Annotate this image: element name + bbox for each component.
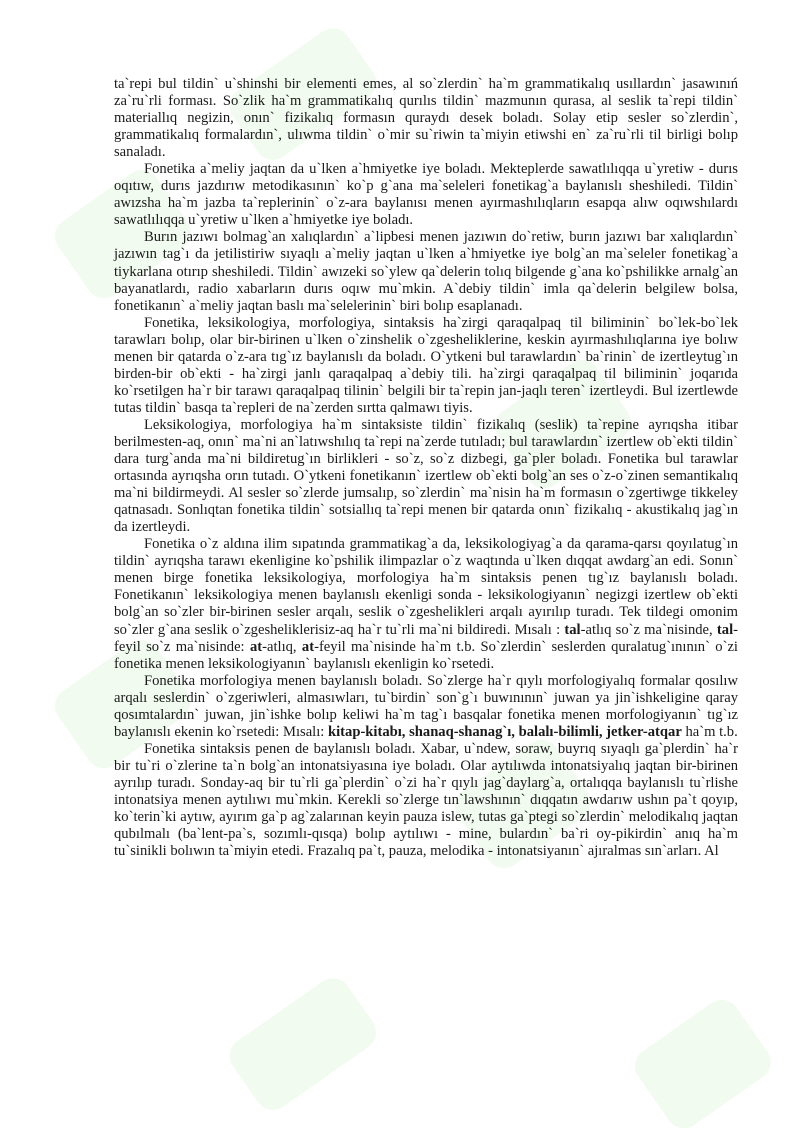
paragraph-2-text: Fonetika a`meliy jaqtan da u`lken a`hmiyetke iye boladı. Mekteplerde sawatlılıqqa u`yretiw - durıs oqıtıw, durıs jazdırıw metodikasının` ko`p g`ana ma`seleleri fonetikag`a baylanıslı sheshiledi. Tildin` awızsha ha`m jazba ta`replerinin` o`z-ara baylanısı menen ayırmashılıqların esapqa alıw oqıwshılardı sawatlılıqqa u`yretiw u`lken a`hmiyetke iye boladı. — [114, 161, 738, 229]
example-gloss: -atlıq so`z ma`nisinde, — [580, 621, 717, 638]
paragraph-3 — [114, 229, 738, 314]
paragraph-4 — [114, 315, 738, 417]
example-word: tal — [564, 621, 581, 638]
example-gloss: -feyil ma`nisinde ha`m t.b. So`zlerdin` seslerden quralatug`ınının` o`zi fonetika menen leksikologiyanın` baylanıslı ekenligin ko`rsetedi. — [114, 638, 738, 672]
paragraph-5-text: Leksikologiya, morfologiya ha`m sintaksiste tildin` fizikalıq (seslik) ta`repine ayrıqsha itibar berilmesten-aq, onın` ma`ni an`latıwshılıq ta`repi na`zerde tutıladı; bul tarawlardın` izertlew ob`ekti tildin` dara turg`anda ma`ni bildiretug`ın birlikleri - so`z, so`z dizbegi, ga`pler boladı. Fonetika bul tarawlar ortasında ayrıqsha orın tutadı. O`ytkeni fonetikanın` izertlew ob`ekti bolg`an ses o`z-o`zinen semantikalıq ma`ni bildirmeydi. Al sesler so`zlerde jumsalıp, so`zlerdin` ma`nisin ha`m formasın o`zgertiwge tikkeley qatnasadı. Sonlıqtan fonetika tildin` sotsiallıq ta`repi menen bir qatarda onın` fizikalıq - akustikalıq jag`ın da izertleydi. — [114, 416, 738, 536]
paragraph-2 — [114, 161, 738, 229]
example-gloss: -feyil so`z ma`nisinde: — [114, 621, 738, 655]
paragraph-8-text: Fonetika sintaksis penen de baylanıslı boladı. Xabar, u`ndew, soraw, buyrıq sıyaqlı ga`plerdin` ha`r bir tu`ri o`zlerine ta`n bolg`an intonatsiyasına iye boladı. Olar aytılıwda intonatsiyalıq jaqtan bir-birinen ayrılıp turadı. Sonday-aq bir tu`rli ga`plerdin` o`zi ha`r qıylı jag`daylarg`a, ortalıqqa baylanıslı tu`rlishe intonatsiya menen aytılıwı mu`mkin. Kerekli so`zlerge tın`lawshının` dıqqatın awdarıw ushın pa`t qoyıp, ko`terin`ki aytıw, ayırım ga`p ag`zalarınan keyin pauza islew, tutas ga`ptegi so`zlerdin` melodikalıq jaqtan qubılmalı (ba`lent-pa`s, sozımlı-qısqa) bolıp aytılıwı - mine, bulardın` ba`ri oy-pikirdin` anıq ha`m tu`sinikli bolıwın ta`miyin etedi. Frazalıq pa`t, pauza, melodika - intonatsiyanın` ajıralmas sın`arları. Al — [114, 740, 738, 860]
paragraph-6 — [114, 536, 738, 672]
document-body — [114, 76, 738, 860]
example-word: tal — [716, 621, 734, 638]
example-gloss: -atlıq, — [262, 638, 302, 655]
example-words: kitap-kitabı, shanaq-shanag`ı, balalı-bilimli, jetker-atqar — [328, 723, 682, 740]
example-word: at — [301, 638, 315, 655]
paragraph-7 — [114, 673, 738, 741]
paragraph-6-text: Fonetika o`z aldına ilim sıpatında grammatikag`a da, leksikologiyag`a da qarama-qarsı qoyılatug`ın tildin` ayrıqsha tarawı ekenligine ko`pshilik ilimpazlar o`z waqtında u`lken dıqqat awdarg`an edi. Sonın` menen birge fonetika leksikologiya, morfologiya ha`m sintaksis penen tıg`ız baylanıslı boladı. Fonetikanın` leksikologiya menen baylanıslı ekenligi sonda - leksikologiyanın` negizgi izertlew ob`ekti bolg`an so`zler bir-birinen sesler arqalı, seslik o`zgeshelikleri arqalı ayırılıp turadı. Tek tildegi omonim so`zler g`ana seslik o`zgesheliklerisiz-aq ha`r tu`rli ma`ni bildiredi. Mısalı : — [114, 536, 738, 638]
paragraph-3-text: Burın jazıwı bolmag`an xalıqlardın` a`lipbesi menen jazıwın do`retiw, burın jazıwı bar xalıqlardın` jazıwın tag`ı da jetilistiriw sıyaqlı a`meliy jaqtan u`lken a`hmiyetke iye bolg`an ma`seleler fonetikag`a tiykarlana otırıp sheshiledi. Tildin` awızeki so`ylew qa`delerin tolıq bilgende g`ana ko`pshilikke arnalg`an bayanatlardı, radio xabarların durıs oqıw mu`mkin. A`debiy tildin` imla qa`delerin belgilew bolsa, fonetikanın` a`meliy jaqtan baslı ma`selelerinin` biri bolıp esaplanadı. — [114, 229, 738, 314]
paragraph-4-text: Fonetika, leksikologiya, morfologiya, sintaksis ha`zirgi qaraqalpaq til biliminin` bo`lek-bo`lek tarawları bolıp, olar bir-birinen u`lken o`zinshelik o`zgesheliklerine, keskin ayırmashılıqlarına iye bolıw menen bir qatarda o`z-ara tıg`ız baylanıslı da boladı. O`ytkeni bul tarawlardın` ba`rinin` de izertleytug`ın birden-bir ob`ekti - ha`zirgi janlı qaraqalpaq a`debiy tili. ha`zirgi qaraqalpaq til biliminin` joqarıda ko`rsetilgen ha`r bir tarawı qaraqalpaq tilinin` belgili bir ta`repin jan-jaqlı teren` izertleydi. Bul izertlewde tutas tildin` basqa ta`repleri de na`zerden sırtta qalmawı tiyis. — [114, 314, 738, 416]
paragraph-8 — [114, 741, 738, 860]
example-tail: ha`m t.b. — [681, 723, 738, 740]
paragraph-1-text: ta`repi bul tildin` u`shinshi bir elementi emes, al so`zlerdin` ha`m grammatikalıq usıllardın` jasawınıń za`ru`rli forması. So`zlik ha`m grammatikalıq qurılıs tildin` mazmunın qurasa, al seslik ta`repi tildin` materiallıq negizin, onın` fizikalıq formasın quraydı desek boladı. Solay etip sesler so`zlerdin`, grammatikalıq formalardın`, ulıwma tildin` o`mir su`riwin ta`miyin etiwshi en` za`ru`rli til birligi bolıp sanaladı. — [114, 76, 738, 161]
paragraph-5 — [114, 417, 738, 536]
paragraph-1 — [114, 76, 738, 161]
paragraph-7-text: Fonetika morfologiya menen baylanıslı boladı. So`zlerge ha`r qıylı morfologiyalıq formalar qosılıw arqalı seslerdin` o`zgeriwleri, almasıwları, tu`birdin` son`g`ı buwınının` juwan ya jin`ishkeligine qaray qosımtalardın` juwan, jin`ishke bolıp keliwi ha`m tag`ı basqalar fonetika menen morfologiyanın` tıg`ız baylanıslı ekenin ko`rsetedi: Mısalı: — [114, 672, 738, 740]
example-word: at — [249, 638, 263, 655]
